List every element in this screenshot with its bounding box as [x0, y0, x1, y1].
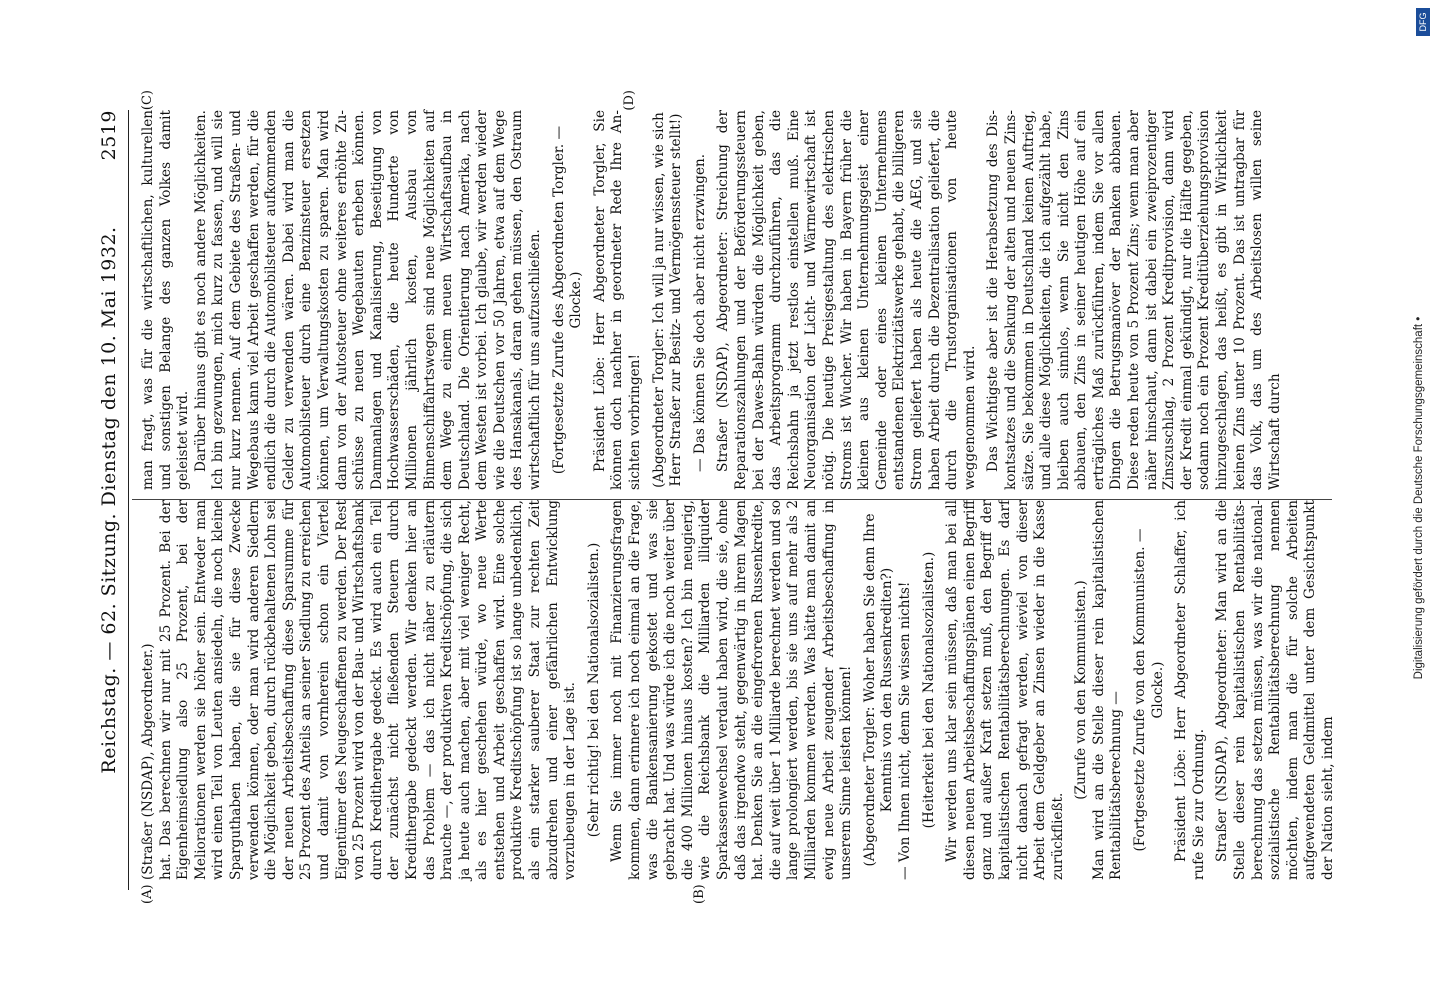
paragraph: — Das können Sie doch aber nicht erzwingen.	[691, 153, 708, 472]
funding-credit-text: Digitalisierung gefördert durch die Deutsche Forschungsgemeinschaft •	[1413, 316, 1425, 680]
paragraph: Darüber hinaus gibt es noch andere Möglichkeiten. Ich bin gezwungen, mich kurz zu fassen, und will sie nur kurz nennen. Auf dem Gebiete des Straßen- und Wegebaus kann viel Arbeit geschaffen werden, für die endlich die durch die Automobilsteuer aufkommenden Gelder zu verwenden wären. Dabei wird man die Automobilsteuer durch eine Benzinsteuer ersetzen können, um Verwaltungskosten zu sparen. Man wird dann von der Autosteuer ohne weiteres erhöhte Zuschüsse zu neuen Wegebauten erheben können. Dammanlagen und Kanalisierung, Beseitigung von Hochwasserschäden, die heute Hunderte von Millionen jährlich kosten, Ausbau von Binnenschiffahrtswegen sind neue Möglichkeiten auf dem Wege zu einem neuen Wirtschaftsaufbau in Deutschland. Die Orientierung nach Amerika, nach dem Westen ist vorbei. Ich glaube, wir werden wieder wie die Deutschen vor 50 Jahren, etwa auf dem Wege des Hansakanals, daran gehen müssen, den Ostraum wirtschaftlich für uns aufzuschließen.	[192, 110, 544, 490]
paragraph: Das Wichtigste aber ist die Herabsetzung des Diskontsatzes und die Senkung der alten und neuen Zinssätze. Sie bekommen in Deutschland keinen Auftrieg, und alle diese Möglichkeiten, die ich aufgezählt habe, bleiben auch sinnlos, wenn Sie nicht den Zins abbauen, den Zins in seiner heutigen Höhe auf ein erträgliches Maß zurückführen, indem Sie vor allen Dingen die Betrugsmanöver der Banken abbauen. Diese reden heute von 5 Prozent Zins; wenn man aber näher hinschaut, dann ist dabei ein zweiprozentiger Zinszuschlag, 2 Prozent Kreditprovision, dann wird der Kredit einmal gekündigt, nur die Hälfte gegeben, sodann noch ein Prozent Kreditüberziehungsprovision hinzugeschlagen, das heißt, es gibt in Wirklichkeit keinen Zins unter 10 Prozent. Das ist untragbar für das Volk, das um des Arbeitslosen willen seine Wirtschaft durch	[985, 110, 1283, 490]
dfg-logo-text: DFG	[1418, 12, 1428, 32]
speaker-paragraph: Präsident Löbe: Herr Abgeordneter Schlaffer, ich rufe Sie zur Ordnung.	[1173, 500, 1207, 880]
interjection: (Zurufe von den Kommunisten.)	[1073, 580, 1090, 800]
paragraph: Wenn Sie immer noch mit Finanzierungsfragen kommen, dann erinnere ich noch einmal an die Frage, was die Bankensanierung gekostet und was sie gebracht hat. Und was würde ich die noch weiter über die 400 Millionen hinaus kosten? Ich bin neugierig, wie die Reichsbank die Milliarden illiquider Sparkassenwechsel verdaut haben wird, die sie, ohne daß das irgendwo steht, gegenwärtig in ihrem Magen hat. Denken Sie an die eingefrorenen Russenkredite, die auf weit über 1 Milliarde berechnet werden und so lange prolongiert werden, bis sie uns auf mehr als 2 Milliarden kommen werden. Was hätte man damit an ewig neue Arbeit zeugender Arbeitsbeschaffung in unserem Sinne leisten können!	[609, 500, 855, 880]
interjection: (Heiterkeit bei den Nationalsozialisten.)	[920, 551, 937, 829]
paragraph: — Von Ihnen nicht, denn Sie wissen nichts!	[896, 581, 913, 880]
speaker-paragraph: Straßer (NSDAP), Abgeordneter: Streichung der Reparationszahlungen und der Beförderungssteuern bei der Dawes-Bahn würden die Möglichkeit geben, das Arbeitsprogramm durchzuführen, das die Reichsbahn ja jetzt restlos einstellen muß. Eine Neuorganisation der Licht- und Wärmewirtschaft ist nötig. Die heutige Preisgestaltung des elektrischen Stroms ist Wucher. Wir haben in Bayern früher die kleinen aus kleinen Unternehmungsgeist einer Gemeinde oder eines kleinen Unternehmens entstandenen Elektrizitätswerke gehabt, die billigeren Strom geliefert haben als heute die AEG, und sie haben Arbeit durch die Dezentralisation geliefert, die durch die Trustorganisationen von heute weggenommen wird.	[715, 110, 978, 490]
document-page	[92, 90, 1342, 910]
dfg-logo	[1416, 8, 1430, 36]
funding-credit-strip	[1406, 8, 1432, 988]
margin-marker-d: (D)	[622, 90, 637, 111]
paragraph: (Straßer (NSDAP), Abgeordneter.)	[140, 643, 156, 880]
margin-marker-c: (C)	[140, 90, 155, 111]
interjection: (Fortgesetzte Zurufe von den Kommunisten. — Glocke.)	[1132, 528, 1166, 852]
speaker-paragraph: Straßer (NSDAP), Abgeordneter: Man wird an die Stelle dieser rein kapitalistischen Rentabilitätsberechnung das setzen müssen, was wir die nationalsozialistische Rentabilitätsberechnung nennen möchten, indem man die für solche Arbeiten aufgewendeten Geldmittel unter dem Gesichtspunkt der Nation sieht, indem	[1214, 500, 1336, 880]
paragraph: Man wird an die Stelle dieser rein kapitalistischen Rentabilitätsberechnung —	[1090, 500, 1125, 880]
speaker-paragraph: Präsident Löbe: Herr Abgeordneter Torgler, Sie können doch nachher in geordneter Rede Ihre Ansichten vorbringen!	[591, 110, 644, 490]
paragraph: man fragt, was für die wirtschaftlichen, kulturellen und sonstigen Belange des ganzen Volkes damit geleistet wird.	[140, 110, 192, 490]
interjection: (Abgeordneter Torgler: Woher haben Sie denn Ihre Kenntnis von den Russenkrediten?)	[861, 513, 896, 867]
interjection: (Sehr richtig! bei den Nationalsozialisten.)	[585, 542, 602, 838]
margin-marker-b: (B)	[692, 884, 707, 904]
page-number: 2519	[98, 110, 120, 161]
header-title: Reichstag. — 62. Sitzung. Dienstag den 10. Mai 1932.	[98, 226, 120, 774]
page-header	[98, 110, 128, 890]
interjection: (Abgeordneter Torgler: Ich will ja nur wissen, wie sich Herr Straßer zur Besitz- und Vermögenssteuer stellt!)	[650, 112, 685, 488]
column-divider	[132, 499, 1332, 500]
left-column	[140, 500, 1336, 880]
paragraph: hat. Das berechnen wir nur mit 25 Prozent. Bei der Eigenheimsiedlung also 25 Prozent, bei der Meliorationen werden sie höher sein. Entweder man wird einen Teil von Leuten ansiedeln, die noch kleine Sparguthaben haben, die sie für diese Zwecke verwenden können, oder man wird anderen Siedlern die Möglichkeit geben, durch rückbehaltenen Lohn sei der neuen Arbeitsbeschaffung diese Sparsumme für 25 Prozent des Anteils an seiner Siedlung zu erreichen und damit von vornherein schon ein Viertel Eigentümer des Neugeschaffenen zu werden. Der Rest von 25 Prozent wird von der Bau- und Wirtschaftsbank durch Kredithergabe gedeckt. Es wird auch ein Teil der zunächst nicht fließenden Steuern durch Kredithergabe gedeckt werden. Wir denken hier an das Problem — das ich nicht näher zu erläutern brauche —, der produktiven Kreditschöpfung, die sich ja heute auch machen, aber mit viel weniger Recht, als es hier geschehen würde, wo neue Werte entstehen und Arbeit geschaffen wird. Eine solche produktive Kreditschöpfung ist so lange unbedenklich, als ein starker sauberer Staat zur rechten Zeit abzudrehen und einer gefährlichen Entwicklung vorzubeugen in der Lage ist.	[157, 500, 579, 880]
header-rule	[128, 110, 129, 890]
interjection: (Fortgesetzte Zurufe des Abgeordneten Torgler. — Glocke.)	[550, 125, 585, 475]
paragraph: Wir werden uns klar sein müssen, daß man bei all diesen neuen Arbeitsbeschaffungsplänen einen Begriff ganz und außer Kraft setzen muß, den Begriff der kapitalistischen Rentabilitätsberechnungen. Es darf nicht danach gefragt werden, wieviel von dieser Arbeit dem Geldgeber an Zinsen wieder in die Kasse zurückfließt.	[944, 500, 1066, 880]
margin-marker-a: (A)	[140, 884, 155, 904]
right-column	[140, 110, 1330, 490]
